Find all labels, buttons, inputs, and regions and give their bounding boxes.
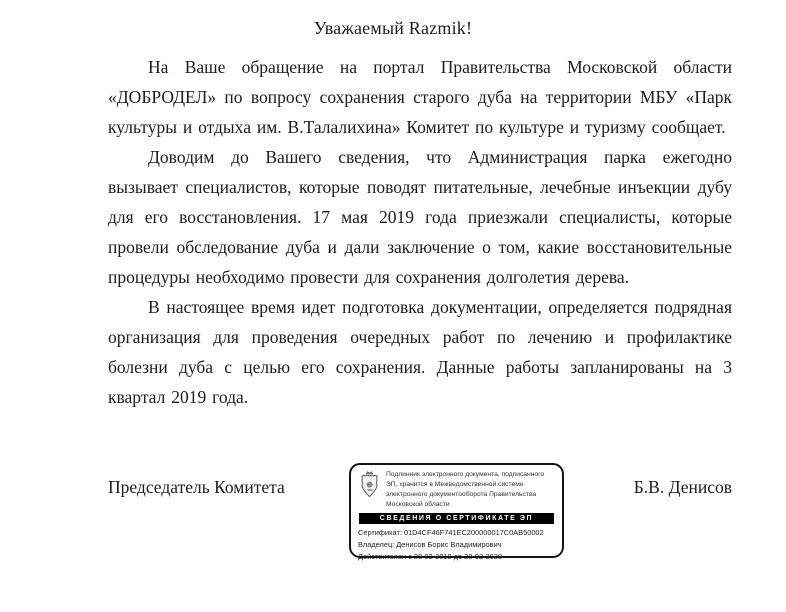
paragraph-appeal-response: На Ваше обращение на портал Правительства Московской области «ДОБРОДЕЛ» по вопросу сохранения старого дуба на территории МБУ «Парк культуры и отдыха им. В.Талалихина» Комитет по культуре и туризму сообщает. [108, 57, 732, 137]
stamp-header [358, 469, 555, 510]
salutation-heading: Уважаемый Razmik! [313, 18, 473, 38]
moscow-region-coat-of-arms-icon [358, 470, 381, 499]
stamp-header-text: Подлинник электронного документа, подписанного ЭП, хранится в Межведомственной системе электронного документооборота Правительства Московской области [386, 471, 545, 508]
signer-name: Б.В. Денисов [633, 477, 732, 497]
certificate-owner-line: Владелец: Денисов Борис Владимирович [358, 540, 502, 549]
paragraph-planned-works: В настоящее время идет подготовка документации, определяется подрядная организация для проведения очередных работ по лечению и профилактике болезни дуба с целью его сохранения. Данные работы запланированы на 3 квартал 2019 года. [108, 297, 732, 407]
letter-body [108, 52, 732, 412]
certificate-info-bar: СВЕДЕНИЯ О СЕРТИФИКАТЕ ЭП [359, 513, 554, 524]
digital-signature-stamp [349, 463, 564, 561]
certificate-number-line: Сертификат: 01D4CF46F741EC200000017C0AB50002 [358, 528, 544, 537]
paragraph-tree-care-details: Доводим до Вашего сведения, что Администрация парка ежегодно вызывает специалистов, которые поводят питательные, лечебные инъекции дубу для его восстановления. 17 мая 2019 года приезжали специалисты, которые провели обследование дуба и дали заключение о том, какие восстановительные процедуры необходимо провести для сохранения долголетия дерева. [108, 147, 732, 287]
certificate-validity-line: Действителен с 28-02-2019 до 28-02-2020 [358, 552, 502, 561]
signer-position-title: Председатель Комитета [108, 477, 285, 497]
